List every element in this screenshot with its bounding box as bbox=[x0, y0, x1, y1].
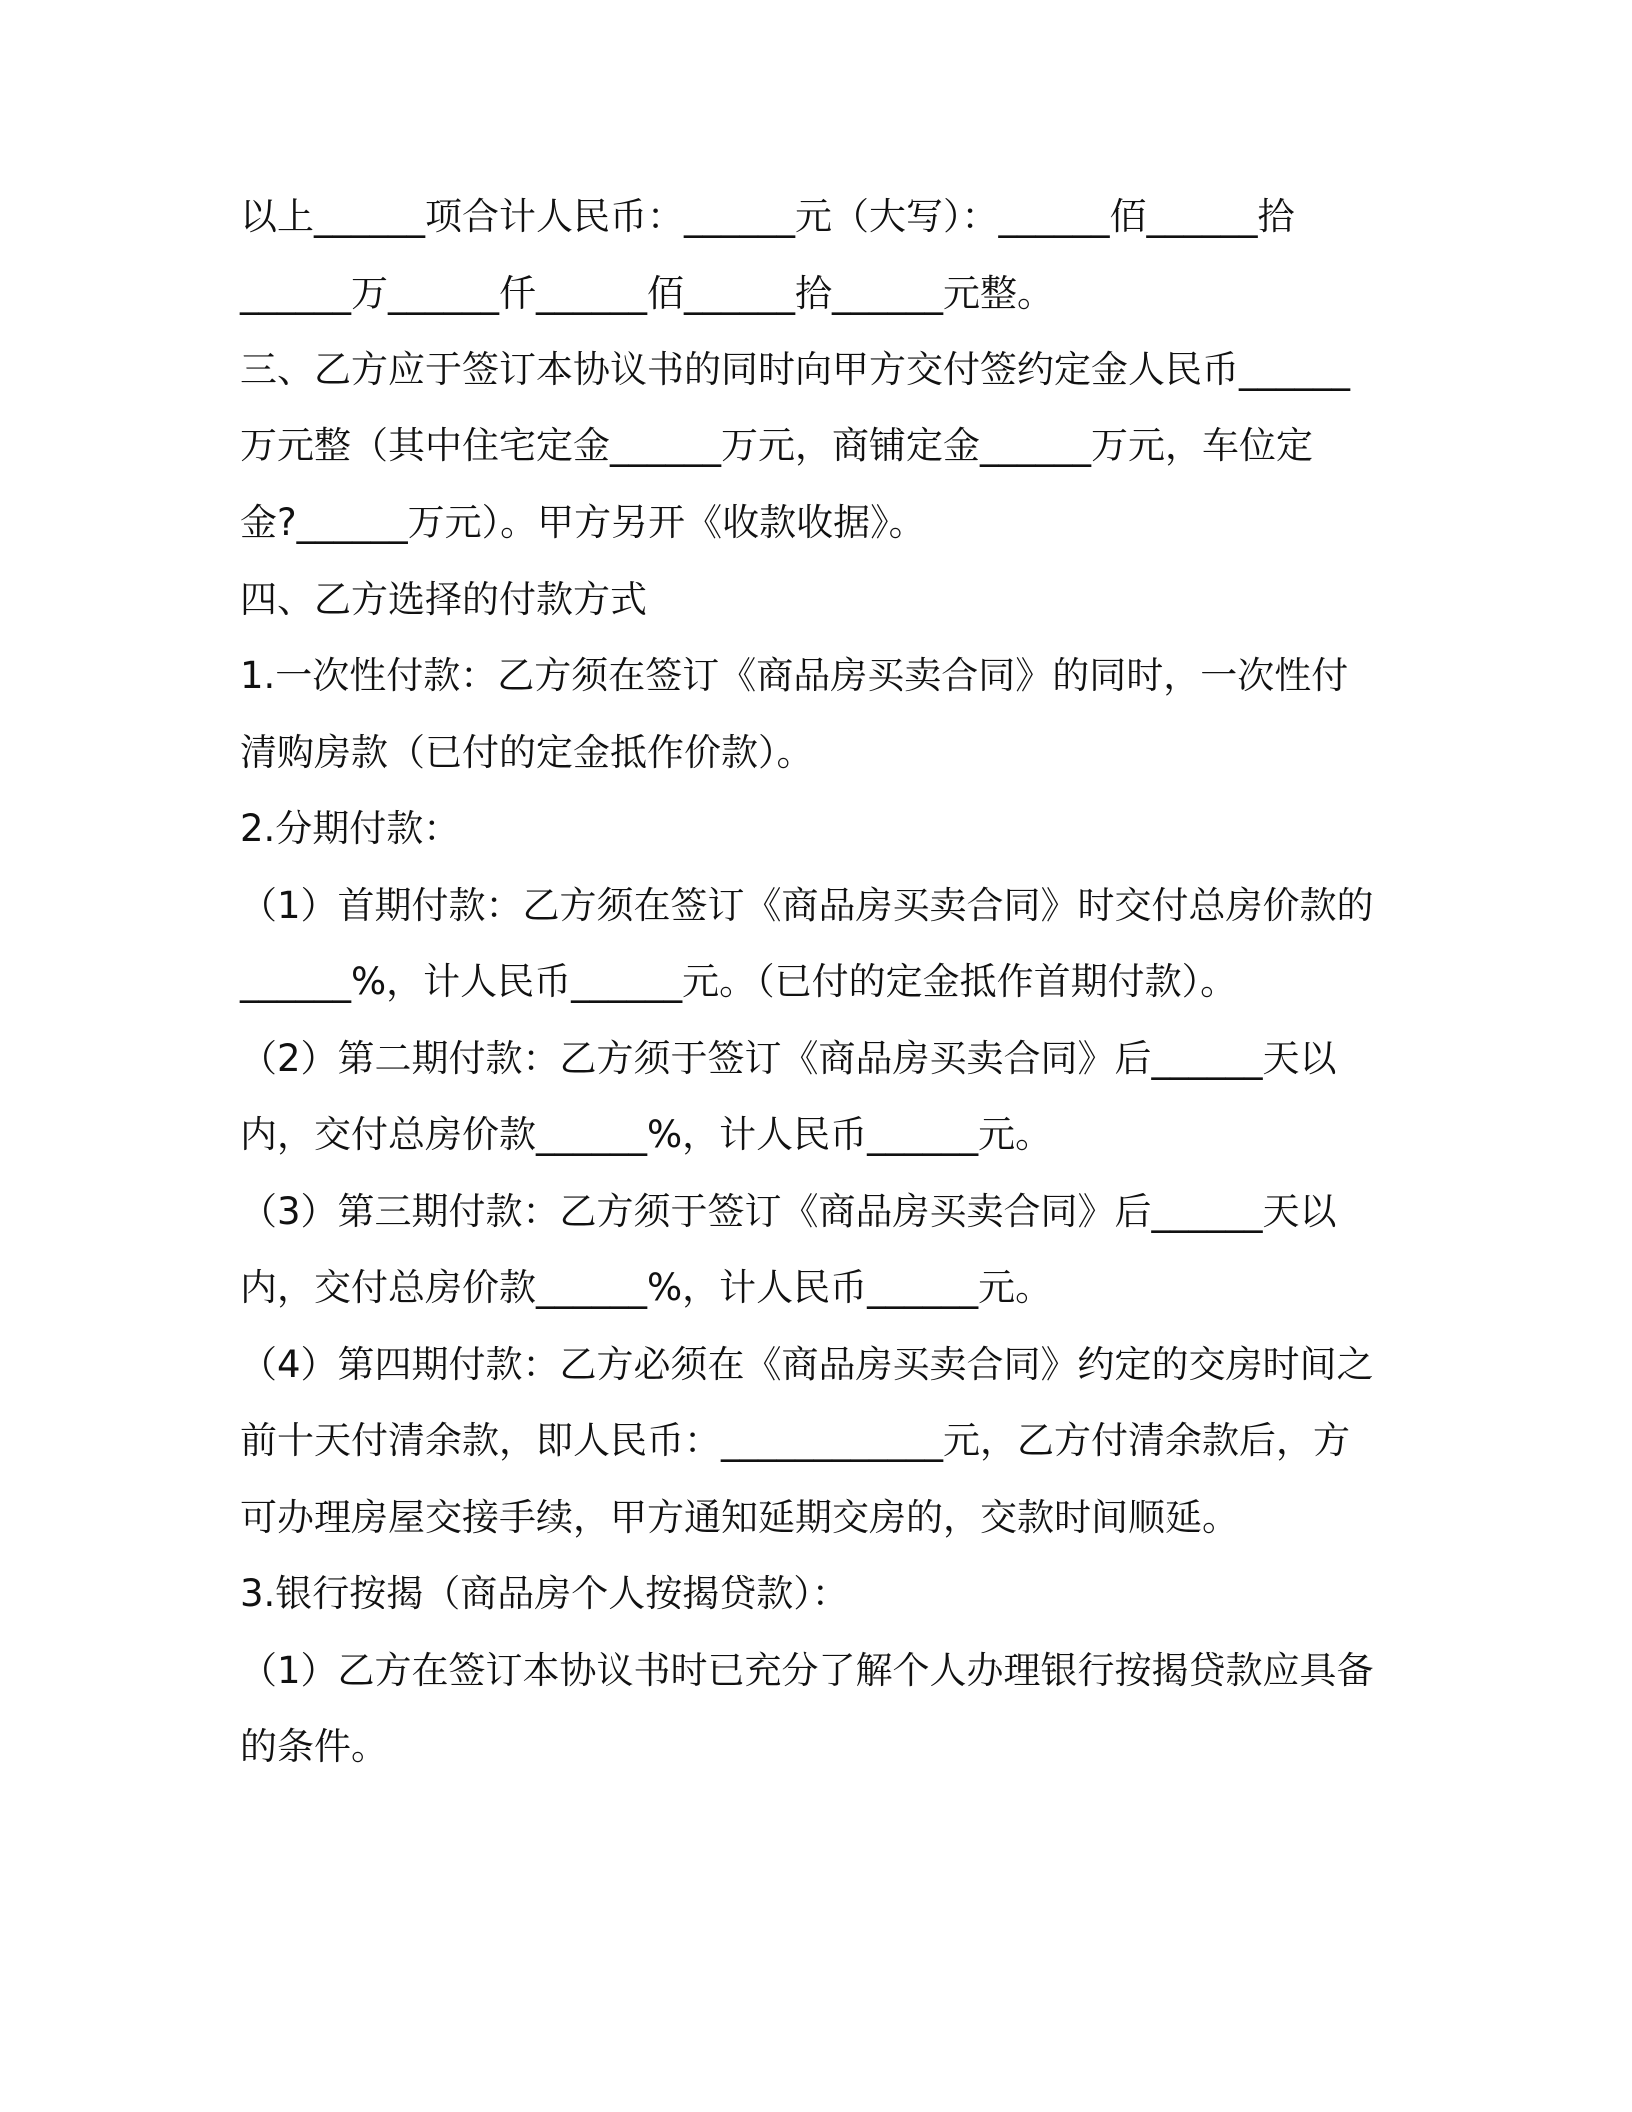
lump-sum-payment: 1.一次性付款：乙方须在签订《商品房买卖合同》的同时，一次性付 bbox=[240, 654, 1349, 697]
installment-fourth-end: 可办理房屋交接手续，甲方通知延期交房的，交款时间顺延。 bbox=[240, 1496, 1239, 1539]
installment-first-continued: ______%，计人民币______元。（已付的定金抵作首期付款）。 bbox=[240, 960, 1238, 1003]
installment-fourth: （4）第四期付款：乙方必须在《商品房买卖合同》约定的交房时间之 bbox=[240, 1343, 1374, 1386]
installment-second: （2）第二期付款：乙方须于签订《商品房买卖合同》后______天以 bbox=[240, 1037, 1337, 1080]
total-amount-line-continued: ______万______仟______佰______拾______元整。 bbox=[240, 272, 1054, 315]
installment-second-continued: 内，交付总房价款______%，计人民币______元。 bbox=[240, 1113, 1053, 1156]
lump-sum-payment-continued: 清购房款（已付的定金抵作价款）。 bbox=[240, 731, 814, 774]
installment-third-continued: 内，交付总房价款______%，计人民币______元。 bbox=[240, 1266, 1053, 1309]
section-four-heading: 四、乙方选择的付款方式 bbox=[240, 578, 647, 621]
installment-first: （1）首期付款：乙方须在签订《商品房买卖合同》时交付总房价款的 bbox=[240, 884, 1374, 927]
mortgage-condition: （1）乙方在签订本协议书时已充分了解个人办理银行按揭贷款应具备 bbox=[240, 1649, 1374, 1692]
installment-third: （3）第三期付款：乙方须于签订《商品房买卖合同》后______天以 bbox=[240, 1190, 1337, 1233]
installment-heading: 2.分期付款： bbox=[240, 807, 461, 850]
section-three-deposit: 三、乙方应于签订本协议书的同时向甲方交付签约定金人民币______ bbox=[240, 348, 1350, 391]
section-three-deposit-continued: 万元整（其中住宅定金______万元，商铺定金______万元，车位定 bbox=[240, 424, 1313, 467]
section-three-deposit-end: 金?______万元）。甲方另开《收款收据》。 bbox=[240, 501, 926, 544]
bank-mortgage-heading: 3.银行按揭（商品房个人按揭贷款）： bbox=[240, 1572, 849, 1615]
mortgage-condition-continued: 的条件。 bbox=[240, 1725, 388, 1768]
installment-fourth-continued: 前十天付清余款，即人民币：____________元，乙方付清余款后，方 bbox=[240, 1419, 1350, 1462]
total-amount-line: 以上______项合计人民币：______元（大写）：______佰______拾 bbox=[240, 195, 1295, 238]
